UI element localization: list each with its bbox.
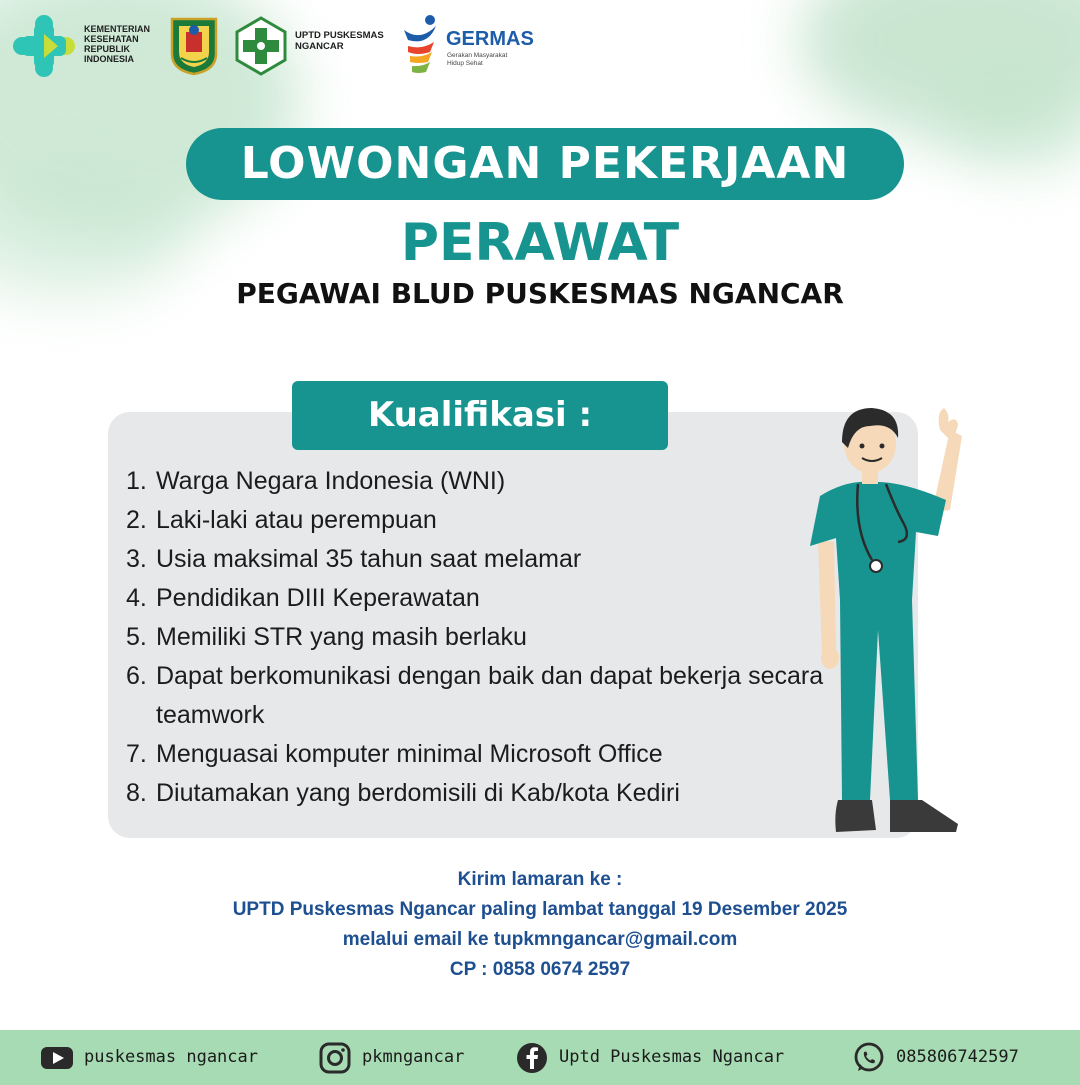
employer-title: PEGAWAI BLUD PUSKESMAS NGANCAR	[236, 277, 844, 310]
watercolor-splash	[940, 80, 1080, 170]
germas-logo	[400, 12, 442, 76]
whatsapp-number: 085806742597	[896, 1047, 1019, 1067]
qualification-text: Pendidikan DIII Keperawatan	[156, 584, 480, 612]
qualification-item	[126, 462, 826, 501]
qualification-number: 7.	[126, 740, 147, 768]
footer-whatsapp[interactable]	[852, 1030, 1019, 1085]
position-title: PERAWAT	[400, 213, 680, 273]
qualification-number: 1.	[126, 467, 147, 495]
footer-youtube[interactable]	[40, 1030, 258, 1085]
qualification-text: Laki-laki atau perempuan	[156, 506, 437, 534]
qualification-item	[126, 540, 826, 579]
qualifications-heading: Kualifikasi :	[367, 395, 593, 435]
germas-subtitle: Gerakan Masyarakat Hidup Sehat	[447, 52, 508, 67]
qualifications-list	[126, 462, 826, 813]
facebook-icon	[515, 1041, 549, 1075]
qualification-text: Usia maksimal 35 tahun saat melamar	[156, 545, 582, 573]
footer-facebook[interactable]	[515, 1030, 784, 1085]
puskesmas-text: UPTD PUSKESMAS NGANCAR	[295, 30, 384, 52]
kediri-emblem	[169, 16, 219, 76]
youtube-handle: puskesmas ngancar	[84, 1047, 258, 1067]
qualification-item	[126, 501, 826, 540]
germas-title: GERMAS	[446, 28, 534, 50]
title-banner	[186, 128, 904, 200]
kemenkes-logo	[12, 14, 76, 78]
qualification-number: 8.	[126, 779, 147, 807]
page-title: LOWONGAN PEKERJAAN	[240, 138, 850, 189]
contact-line-1: Kirim lamaran ke :	[457, 869, 623, 890]
qualification-item	[126, 579, 826, 618]
footer-instagram[interactable]	[318, 1030, 464, 1085]
social-footer	[0, 1030, 1080, 1085]
qualification-text: Memiliki STR yang masih berlaku	[156, 623, 527, 651]
qualification-number: 2.	[126, 506, 147, 534]
qualification-number: 6.	[126, 662, 147, 690]
qualification-item	[126, 735, 826, 774]
qualification-text: Dapat berkomunikasi dengan baik dan dapat bekerja secara teamwork	[156, 662, 824, 729]
nurse-illustration	[800, 400, 970, 840]
kemenkes-text: KEMENTERIAN KESEHATAN REPUBLIK INDONESIA	[84, 24, 151, 64]
instagram-handle: pkmngancar	[362, 1047, 465, 1067]
qualification-text: Diutamakan yang berdomisili di Kab/kota Kediri	[156, 779, 680, 807]
contact-line-3: melalui email ke tupkmngancar@gmail.com	[342, 929, 738, 950]
qualification-item	[126, 657, 826, 735]
qualification-number: 4.	[126, 584, 147, 612]
qualification-number: 3.	[126, 545, 147, 573]
qualification-text: Menguasai komputer minimal Microsoft Office	[156, 740, 663, 768]
qualification-number: 5.	[126, 623, 147, 651]
instagram-icon	[318, 1041, 352, 1075]
puskesmas-logo	[234, 16, 288, 76]
contact-line-2: UPTD Puskesmas Ngancar paling lambat tanggal 19 Desember 2025	[232, 899, 848, 920]
qualification-item	[126, 618, 826, 657]
youtube-icon	[40, 1041, 74, 1075]
qualification-item	[126, 774, 826, 813]
qualifications-heading-box	[292, 381, 668, 450]
facebook-handle: Uptd Puskesmas Ngancar	[559, 1047, 785, 1067]
whatsapp-icon	[852, 1041, 886, 1075]
qualification-text: Warga Negara Indonesia (WNI)	[156, 467, 506, 495]
contact-line-4: CP : 0858 0674 2597	[449, 959, 631, 980]
